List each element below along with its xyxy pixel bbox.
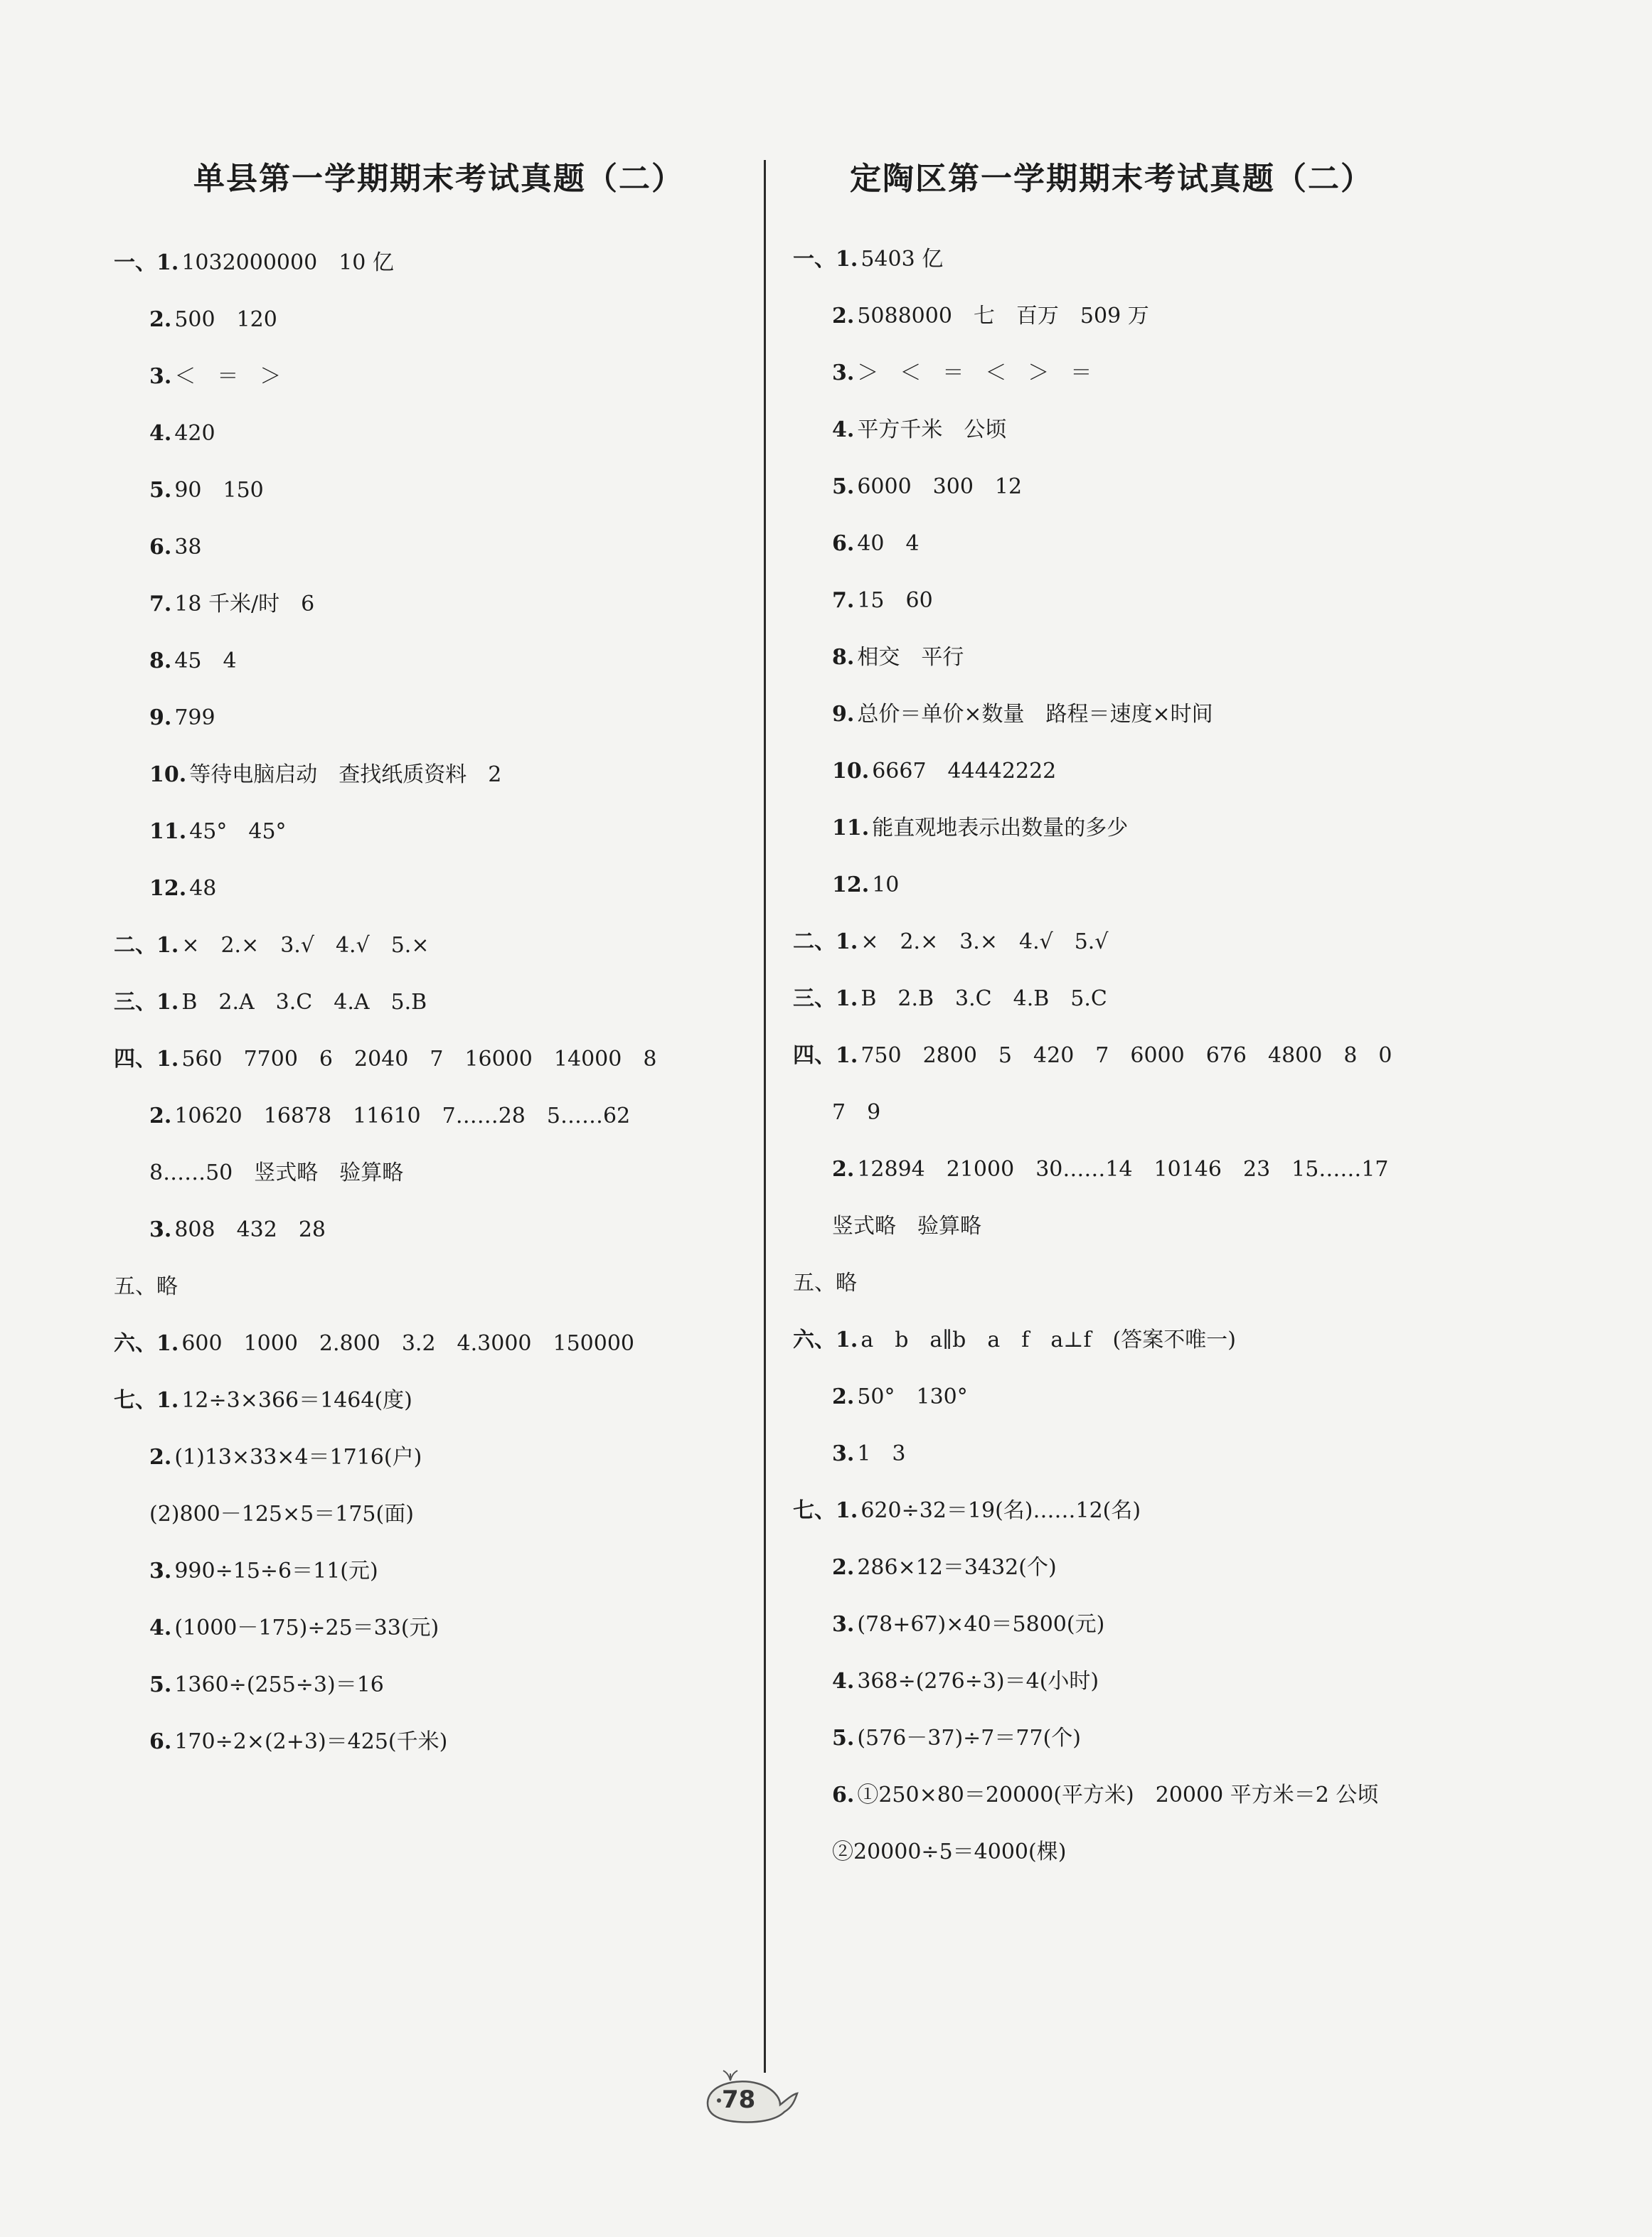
answer-text: 8……50 竖式略 验算略: [149, 1160, 404, 1185]
answer-line: [149, 875, 216, 903]
right-title: 定陶区第一学期期末考试真题（二）: [850, 161, 1373, 197]
answer-line: [793, 245, 943, 274]
answer-line: [149, 1728, 447, 1756]
answer-line: [793, 1269, 857, 1298]
answer-text: 620÷32＝19(名)……12(名): [860, 1498, 1141, 1523]
item-number: 七、1.: [793, 1498, 858, 1523]
item-number: 9.: [832, 702, 855, 727]
answer-line: [832, 1099, 880, 1127]
answer-text: 38: [174, 535, 202, 560]
answer-line: [149, 420, 215, 448]
item-number: 6.: [832, 1783, 855, 1808]
answer-text: 五、略: [793, 1271, 857, 1296]
answer-text: 相交 平行: [857, 645, 964, 670]
answer-line: [114, 931, 429, 960]
answer-text: 560 7700 6 2040 7 16000 14000 8: [181, 1047, 657, 1072]
answer-line: [149, 1671, 384, 1699]
item-number: 5.: [832, 474, 855, 499]
answer-text: 15 60: [857, 588, 933, 613]
answer-text: 799: [174, 705, 215, 730]
answer-text: 10: [872, 872, 900, 897]
answer-line: [793, 1326, 1236, 1355]
answer-line: [149, 1557, 378, 1586]
item-number: 二、1.: [793, 929, 858, 954]
column-divider: [764, 160, 766, 2073]
item-number: 12.: [149, 876, 187, 901]
answer-text: 等待电脑启动 查找纸质资料 2: [189, 762, 502, 787]
answer-line: [832, 359, 1092, 388]
answer-text: 6000 300 12: [857, 474, 1023, 499]
answer-text: (576－37)÷7＝77(个): [857, 1726, 1081, 1751]
left-title: 单县第一学期期末考试真题（二）: [193, 161, 684, 197]
answer-line: [793, 1497, 1141, 1525]
answer-line: [149, 704, 215, 732]
answer-line: [149, 1500, 414, 1529]
answer-text: 18 千米/时 6: [174, 592, 315, 616]
answer-line: [832, 1724, 1081, 1753]
answer-line: [149, 761, 501, 789]
item-number: 2.: [149, 307, 172, 332]
answer-line: [114, 1330, 634, 1358]
item-number: 5.: [149, 1672, 172, 1697]
answer-line: [832, 644, 964, 672]
item-number: 一、1.: [114, 250, 179, 275]
answer-text: 总价＝单价×数量 路程＝速度×时间: [857, 702, 1213, 727]
answer-line: [832, 1554, 1057, 1582]
item-number: 6.: [832, 531, 855, 556]
item-number: 12.: [832, 872, 870, 897]
item-number: 10.: [149, 762, 187, 787]
answer-text: 808 432 28: [174, 1217, 326, 1242]
item-number: 2.: [832, 1157, 855, 1182]
answer-text: 五、略: [114, 1274, 178, 1299]
answer-text: 500 120: [174, 307, 277, 332]
answer-text: 1360÷(255÷3)＝16: [174, 1672, 384, 1697]
answer-text: × 2.× 3.√ 4.√ 5.×: [181, 933, 430, 958]
answer-line: [832, 1781, 1378, 1810]
item-number: 7.: [832, 588, 855, 613]
answer-line: [114, 1045, 656, 1074]
item-number: 6.: [149, 1729, 172, 1754]
answer-line: [832, 1667, 1099, 1696]
item-number: 5.: [149, 478, 172, 503]
answer-line: [832, 757, 1056, 786]
answer-line: [832, 814, 1128, 843]
item-number: 三、1.: [793, 986, 858, 1011]
answer-line: [149, 818, 287, 846]
answer-line: [149, 1614, 439, 1643]
item-number: 3.: [149, 364, 172, 389]
answer-text: (1000－175)÷25＝33(元): [174, 1616, 439, 1640]
item-number: 3.: [832, 1612, 855, 1637]
answer-text: 10620 16878 11610 7……28 5……62: [174, 1104, 631, 1128]
answer-text: ②20000÷5＝4000(棵): [832, 1840, 1067, 1864]
answer-text: ①250×80＝20000(平方米) 20000 平方米＝2 公顷: [857, 1783, 1379, 1808]
item-number: 2.: [149, 1445, 172, 1470]
item-number: 8.: [832, 645, 855, 670]
answer-text: 平方千米 公顷: [857, 417, 1007, 442]
item-number: 8.: [149, 648, 172, 673]
item-number: 一、1.: [793, 247, 858, 272]
answer-text: 50° 130°: [857, 1384, 968, 1409]
item-number: 四、1.: [114, 1047, 179, 1072]
answer-line: [114, 1273, 178, 1301]
answer-text: (1)13×33×4＝1716(户): [174, 1445, 422, 1470]
item-number: 3.: [149, 1559, 172, 1584]
item-number: 六、1.: [793, 1328, 858, 1352]
item-number: 七、1.: [114, 1388, 179, 1413]
answer-text: 45° 45°: [189, 819, 287, 844]
answer-text: 竖式略 验算略: [832, 1214, 981, 1239]
item-number: 3.: [832, 1441, 855, 1466]
answer-text: 12÷3×366＝1464(度): [181, 1388, 412, 1413]
answer-line: [149, 533, 202, 562]
answer-text: 能直观地表示出数量的多少: [872, 816, 1129, 840]
item-number: 2.: [832, 1555, 855, 1580]
answer-text: 420: [174, 421, 215, 446]
answer-text: 170÷2×(2+3)＝425(千米): [174, 1729, 448, 1754]
answer-text: 600 1000 2.800 3.2 4.3000 150000: [181, 1331, 635, 1356]
answer-line: [832, 530, 920, 558]
answer-line: [149, 1216, 326, 1244]
answer-line: [149, 647, 237, 676]
item-number: 二、1.: [114, 933, 179, 958]
answer-text: 45 4: [174, 648, 237, 673]
answer-line: [149, 476, 264, 505]
answer-text: 5403 亿: [860, 247, 944, 272]
answer-line: [793, 1042, 1392, 1070]
answer-text: ＜ ＝ ＞: [174, 364, 282, 389]
answer-text: 6667 44442222: [872, 759, 1057, 784]
answer-text: (78+67)×40＝5800(元): [857, 1612, 1105, 1637]
answer-line: [793, 928, 1108, 956]
page-number: 78: [722, 2086, 756, 2114]
answer-line: [832, 871, 899, 899]
answer-text: 90 150: [174, 478, 264, 503]
answer-text: a b a∥b a f a⊥f (答案不唯一): [860, 1328, 1236, 1352]
item-number: 10.: [832, 759, 870, 784]
answer-text: 368÷(276÷3)＝4(小时): [857, 1669, 1099, 1694]
item-number: 四、1.: [793, 1043, 858, 1068]
answer-text: 1 3: [857, 1441, 906, 1466]
answer-text: 7 9: [832, 1100, 881, 1125]
item-number: 2.: [832, 304, 855, 329]
answer-line: [149, 1102, 630, 1131]
answer-text: ＞ ＜ ＝ ＜ ＞ ＝: [857, 361, 1092, 385]
answer-line: [832, 700, 1213, 729]
answer-text: 40 4: [857, 531, 920, 556]
answer-line: [832, 302, 1149, 331]
item-number: 4.: [832, 1669, 855, 1694]
answer-text: 750 2800 5 420 7 6000 676 4800 8 0: [860, 1043, 1392, 1068]
item-number: 9.: [149, 705, 172, 730]
answer-text: × 2.× 3.× 4.√ 5.√: [860, 929, 1109, 954]
answer-text: 5088000 七 百万 509 万: [857, 304, 1149, 329]
answer-text: 990÷15÷6＝11(元): [174, 1559, 378, 1584]
answer-line: [832, 1383, 968, 1411]
answer-line: [149, 363, 281, 391]
answer-line: [832, 416, 1006, 444]
item-number: 6.: [149, 535, 172, 560]
item-number: 5.: [832, 1726, 855, 1751]
item-number: 3.: [832, 361, 855, 385]
answer-text: 12894 21000 30……14 10146 23 15……17: [857, 1157, 1389, 1182]
answer-text: 286×12＝3432(个): [857, 1555, 1057, 1580]
answer-line: [832, 587, 933, 615]
answer-line: [832, 473, 1022, 501]
answer-line: [832, 1611, 1104, 1639]
item-number: 11.: [149, 819, 187, 844]
item-number: 4.: [149, 421, 172, 446]
answer-line: [114, 988, 427, 1017]
answer-line: [832, 1155, 1389, 1184]
item-number: 三、1.: [114, 990, 179, 1015]
answer-line: [114, 1387, 412, 1415]
answer-line: [832, 1440, 906, 1468]
answer-line: [793, 985, 1107, 1013]
answer-line: [114, 249, 394, 277]
item-number: 11.: [832, 816, 870, 840]
item-number: 4.: [832, 417, 855, 442]
answer-line: [149, 1443, 422, 1472]
answer-text: 48: [189, 876, 217, 901]
answer-line: [149, 1159, 403, 1187]
answer-line: [149, 306, 277, 334]
item-number: 4.: [149, 1616, 172, 1640]
answer-text: (2)800－125×5＝175(面): [149, 1502, 414, 1527]
answer-text: B 2.A 3.C 4.A 5.B: [181, 990, 427, 1015]
item-number: 3.: [149, 1217, 172, 1242]
item-number: 六、1.: [114, 1331, 179, 1356]
answer-line: [832, 1838, 1066, 1867]
answer-line: [832, 1212, 981, 1241]
answer-text: B 2.B 3.C 4.B 5.C: [860, 986, 1107, 1011]
answer-text: 1032000000 10 亿: [181, 250, 394, 275]
answer-line: [149, 590, 314, 619]
item-number: 7.: [149, 592, 172, 616]
item-number: 2.: [832, 1384, 855, 1409]
item-number: 2.: [149, 1104, 172, 1128]
